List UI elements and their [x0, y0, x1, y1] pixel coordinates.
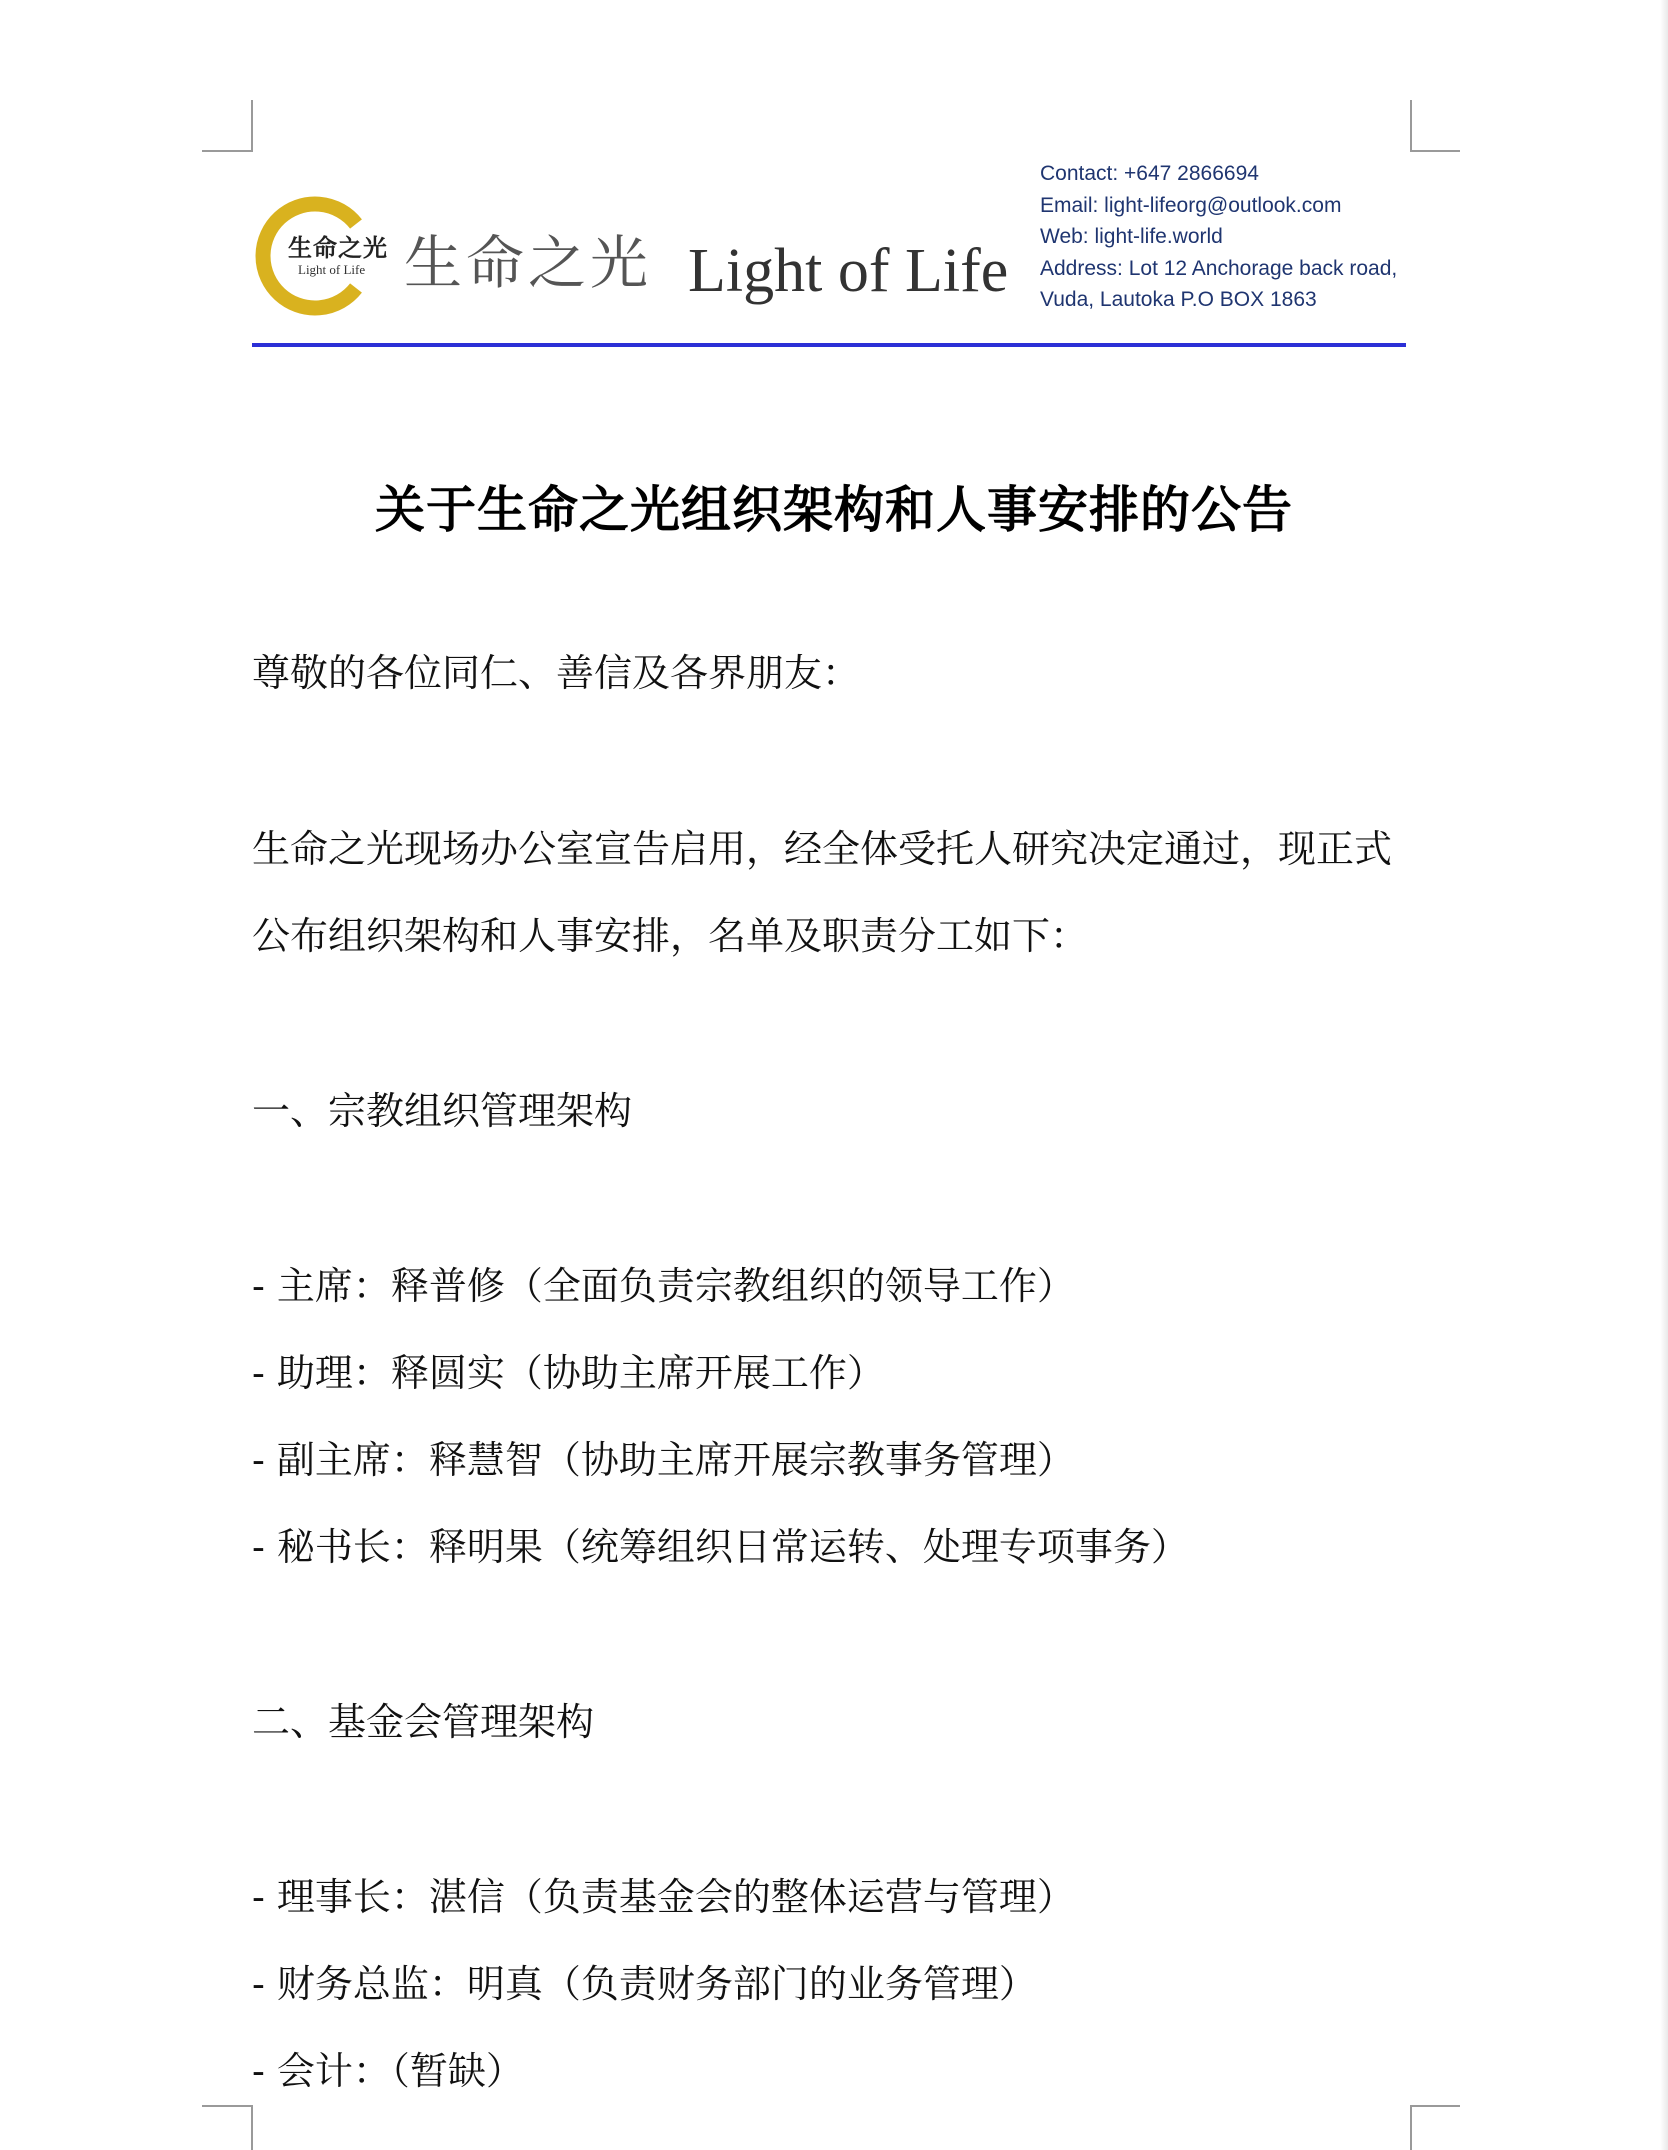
contact-address-line1: Address: Lot 12 Anchorage back road,	[1040, 256, 1398, 280]
crop-mark-top-right-v	[1410, 100, 1412, 152]
section-2-item: - 财务总监：明真（负责财务部门的业务管理）	[252, 1962, 1037, 2006]
greeting: 尊敬的各位同仁、善信及各界朋友：	[252, 651, 861, 695]
contact-block	[1040, 158, 1397, 316]
contact-address-line2: Vuda, Lautoka P.O BOX 1863	[1040, 288, 1317, 311]
crop-mark-bottom-right-h	[1410, 2105, 1460, 2107]
section-2-heading: 二、基金会管理架构	[252, 1700, 595, 1744]
section-1-item: - 秘书长：释明果（统筹组织日常运转、处理专项事务）	[252, 1525, 1189, 1569]
section-1-item: - 副主席：释慧智（协助主席开展宗教事务管理）	[252, 1438, 1075, 1482]
brand-name-cn: 生命之光	[404, 229, 653, 297]
crop-mark-bottom-right-v	[1410, 2105, 1412, 2150]
intro-line-2: 公布组织架构和人事安排，名单及职责分工如下：	[252, 914, 1089, 958]
section-2-item: - 会计：（暂缺）	[252, 2049, 524, 2093]
section-1-heading: 一、宗教组织管理架构	[252, 1089, 633, 1133]
crop-mark-bottom-left-h	[202, 2105, 252, 2107]
contact-email: Email: light-lifeorg@outlook.com	[1040, 193, 1342, 217]
crop-mark-top-left-v	[251, 100, 253, 152]
section-1-item: - 主席：释普修（全面负责宗教组织的领导工作）	[252, 1264, 1075, 1308]
section-1-item: - 助理：释圆实（协助主席开展工作）	[252, 1351, 885, 1395]
header-divider	[252, 343, 1406, 347]
brand-name-en: Light of Life	[688, 237, 1009, 305]
document-title: 关于生命之光组织架构和人事安排的公告	[375, 481, 1293, 539]
logo-text-en: Light of Life	[298, 262, 366, 277]
page-edge-shadow	[1660, 0, 1668, 2150]
crop-mark-top-left-h	[202, 150, 252, 152]
intro-line-1: 生命之光现场办公室宣告启用，经全体受托人研究决定通过，现正式	[252, 827, 1393, 871]
section-2-item: - 理事长：湛信（负责基金会的整体运营与管理）	[252, 1875, 1075, 1919]
crop-mark-top-right-h	[1410, 150, 1460, 152]
contact-web: Web: light-life.world	[1040, 225, 1223, 248]
contact-phone: Contact: +647 2866694	[1040, 162, 1259, 185]
crop-mark-bottom-left-v	[251, 2105, 253, 2150]
logo-text-cn: 生命之光	[288, 233, 388, 262]
